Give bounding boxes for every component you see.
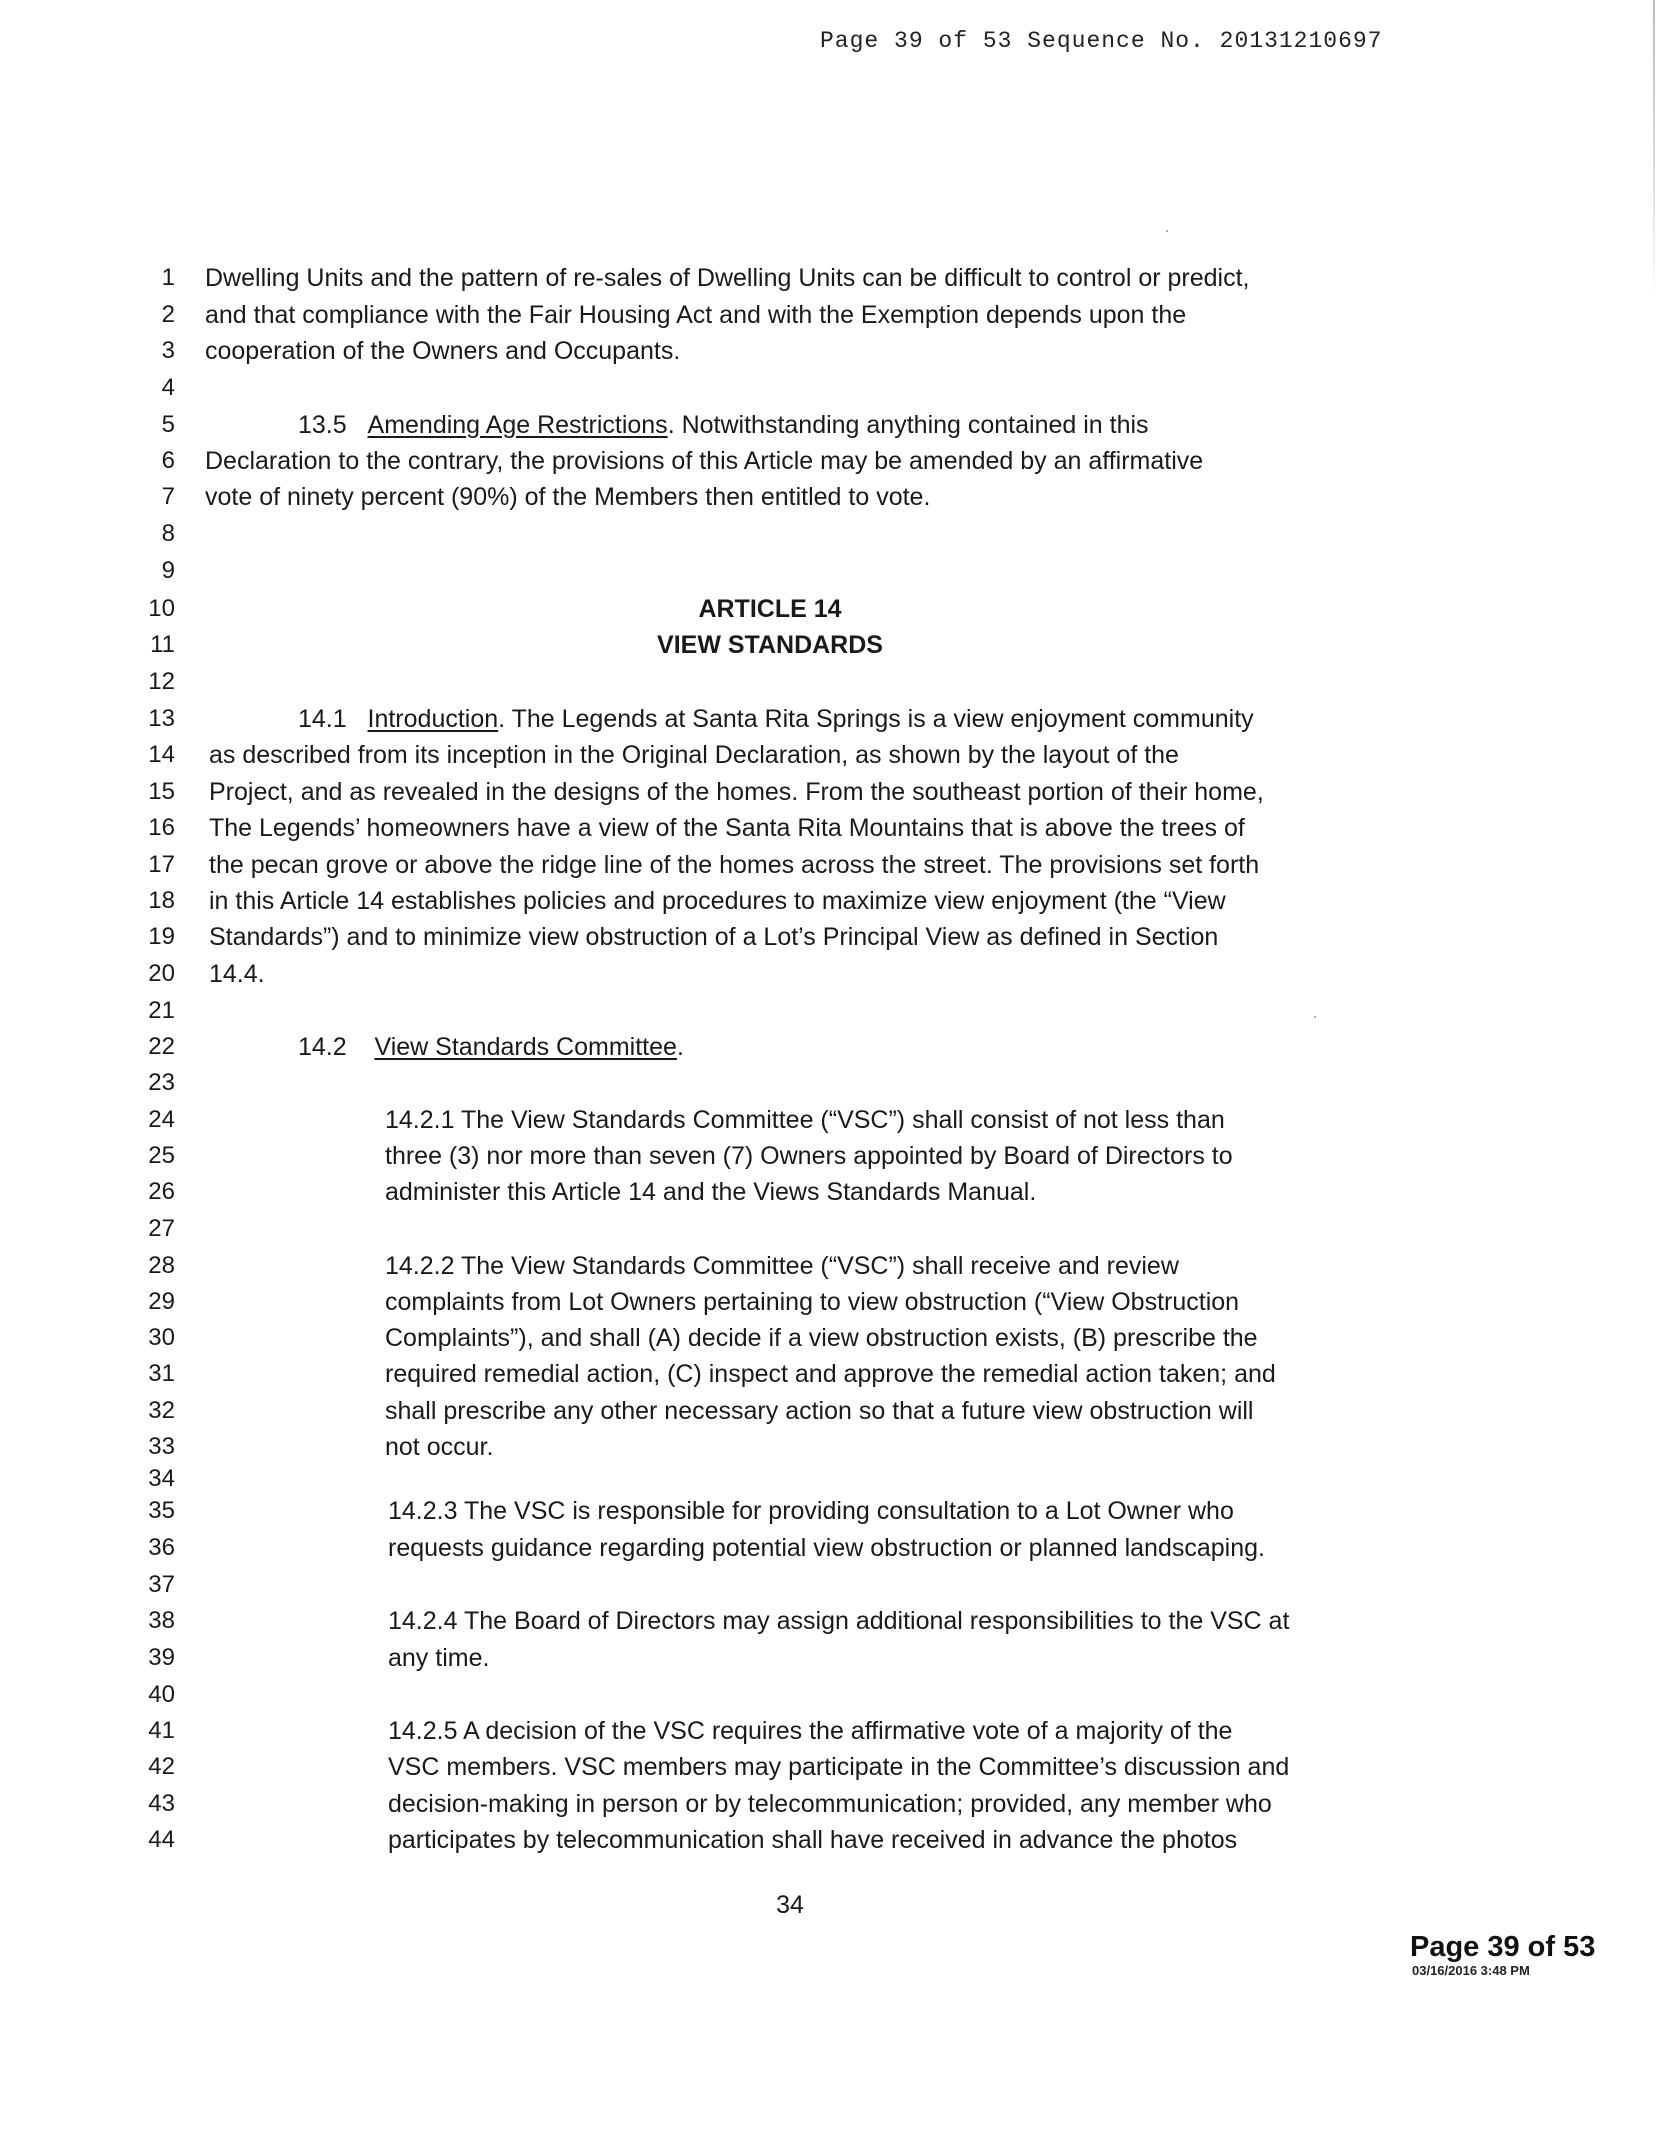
line-number: 40	[148, 1681, 175, 1708]
line-number: 33	[148, 1433, 175, 1460]
line-number: 26	[148, 1178, 175, 1205]
line-number: 28	[148, 1252, 175, 1279]
line-number: 31	[148, 1360, 175, 1387]
body-line-32: shall prescribe any other necessary action so that a future view obstruction will	[385, 1397, 1254, 1425]
section-text: . Notwithstanding anything contained in this	[667, 411, 1149, 439]
line-number: 22	[148, 1033, 175, 1060]
line-number: 5	[161, 411, 175, 438]
line-number: 29	[148, 1288, 175, 1315]
body-line-36: requests guidance regarding potential view obstruction or planned landscaping.	[388, 1534, 1265, 1562]
body-line-2: and that compliance with the Fair Housing Act and with the Exemption depends upon the	[205, 301, 1187, 329]
line-number: 35	[148, 1497, 175, 1524]
body-line-42: VSC members. VSC members may participate in the Committee’s discussion and	[388, 1753, 1290, 1781]
line-number: 25	[148, 1142, 175, 1169]
page-number: 34	[776, 1891, 804, 1919]
line-number: 37	[148, 1571, 175, 1598]
section-14-2-line	[298, 1032, 684, 1062]
line-number: 24	[148, 1106, 175, 1133]
line-number: 36	[148, 1534, 175, 1561]
body-line-26: administer this Article 14 and the Views Standards Manual.	[385, 1178, 1037, 1206]
line-number: 18	[148, 887, 175, 914]
section-13-5-line	[298, 410, 1149, 440]
body-line-20: 14.4.	[209, 960, 265, 988]
stamp-page-count: Page 39 of 53	[1410, 1931, 1596, 1963]
line-number: 34	[148, 1465, 175, 1492]
body-line-7: vote of ninety percent (90%) of the Members then entitled to vote.	[205, 483, 931, 511]
line-number: 42	[148, 1753, 175, 1780]
scan-speck	[1166, 230, 1168, 232]
line-number: 27	[148, 1215, 175, 1242]
body-line-25: three (3) nor more than seven (7) Owners appointed by Board of Directors to	[385, 1142, 1233, 1170]
body-line-15: Project, and as revealed in the designs of the homes. From the southeast portion of their home,	[209, 778, 1264, 806]
line-number: 39	[148, 1644, 175, 1671]
body-line-29: complaints from Lot Owners pertaining to view obstruction (“View Obstruction	[385, 1288, 1240, 1316]
body-line-3: cooperation of the Owners and Occupants.	[205, 337, 681, 365]
line-number: 41	[148, 1717, 175, 1744]
line-number: 10	[148, 595, 175, 622]
line-number: 2	[161, 301, 175, 328]
body-line-24: 14.2.1 The View Standards Committee (“VSC”) shall consist of not less than	[385, 1106, 1225, 1134]
line-number: 13	[148, 705, 175, 732]
body-line-14: as described from its inception in the Original Declaration, as shown by the layout of the	[209, 741, 1179, 769]
line-number: 21	[148, 997, 175, 1024]
section-text: . The Legends at Santa Rita Springs is a view enjoyment community	[498, 705, 1254, 733]
line-number: 8	[161, 520, 175, 547]
body-line-6: Declaration to the contrary, the provisions of this Article may be amended by an affirmative	[205, 447, 1204, 475]
section-title: Introduction	[367, 705, 499, 733]
section-14-1-line	[298, 704, 1254, 734]
body-line-30: Complaints”), and shall (A) decide if a view obstruction exists, (B) prescribe the	[385, 1324, 1258, 1352]
body-line-38: 14.2.4 The Board of Directors may assign additional responsibilities to the VSC at	[388, 1607, 1290, 1635]
body-line-33: not occur.	[385, 1433, 494, 1461]
line-number: 20	[148, 960, 175, 987]
scan-edge-artifact	[1653, 0, 1655, 300]
article-title: VIEW STANDARDS	[657, 631, 883, 659]
body-line-16: The Legends’ homeowners have a view of the Santa Rita Mountains that is above the trees of	[209, 814, 1245, 842]
line-number: 4	[161, 374, 175, 401]
body-line-39: any time.	[388, 1644, 490, 1672]
line-number: 43	[148, 1790, 175, 1817]
line-number: 32	[148, 1397, 175, 1424]
section-number: 14.2	[298, 1033, 347, 1061]
line-number: 1	[161, 264, 175, 291]
body-line-19: Standards”) and to minimize view obstruction of a Lot’s Principal View as defined in Section	[209, 923, 1219, 951]
line-number: 9	[161, 557, 175, 584]
section-title: View Standards Committee	[374, 1033, 677, 1061]
line-number: 7	[161, 483, 175, 510]
body-line-31: required remedial action, (C) inspect and approve the remedial action taken; and	[385, 1360, 1276, 1388]
line-number: 17	[148, 851, 175, 878]
section-number: 13.5	[298, 411, 347, 439]
body-line-18: in this Article 14 establishes policies and procedures to maximize view enjoyment (the “View	[209, 887, 1226, 915]
scan-speck	[1314, 1016, 1316, 1018]
body-line-28: 14.2.2 The View Standards Committee (“VSC”) shall receive and review	[385, 1252, 1179, 1280]
body-line-43: decision-making in person or by telecommunication; provided, any member who	[388, 1790, 1272, 1818]
section-text: .	[676, 1033, 684, 1061]
line-number: 11	[150, 631, 175, 658]
section-number: 14.1	[298, 705, 347, 733]
line-number: 3	[161, 337, 175, 364]
line-number: 23	[148, 1069, 175, 1096]
line-number: 16	[148, 814, 175, 841]
line-number: 30	[148, 1324, 175, 1351]
body-line-41: 14.2.5 A decision of the VSC requires the affirmative vote of a majority of the	[388, 1717, 1233, 1745]
line-number: 12	[148, 668, 175, 695]
stamp-datetime: 03/16/2016 3:48 PM	[1412, 1963, 1530, 1978]
body-line-17: the pecan grove or above the ridge line of the homes across the street. The provisions set forth	[209, 851, 1260, 879]
article-heading: ARTICLE 14	[698, 595, 842, 623]
body-line-44: participates by telecommunication shall have received in advance the photos	[388, 1826, 1238, 1854]
section-title: Amending Age Restrictions	[367, 411, 668, 439]
body-line-1: Dwelling Units and the pattern of re-sales of Dwelling Units can be difficult to control or predict,	[205, 264, 1250, 292]
body-line-35: 14.2.3 The VSC is responsible for providing consultation to a Lot Owner who	[388, 1497, 1234, 1525]
line-number: 44	[148, 1826, 175, 1853]
line-number: 38	[148, 1607, 175, 1634]
line-number: 15	[148, 778, 175, 805]
sequence-header: Page 39 of 53 Sequence No. 20131210697	[820, 28, 1383, 54]
line-number: 14	[148, 741, 175, 768]
line-number: 6	[161, 447, 175, 474]
recording-stamp	[1410, 1931, 1595, 1979]
line-number: 19	[148, 923, 175, 950]
